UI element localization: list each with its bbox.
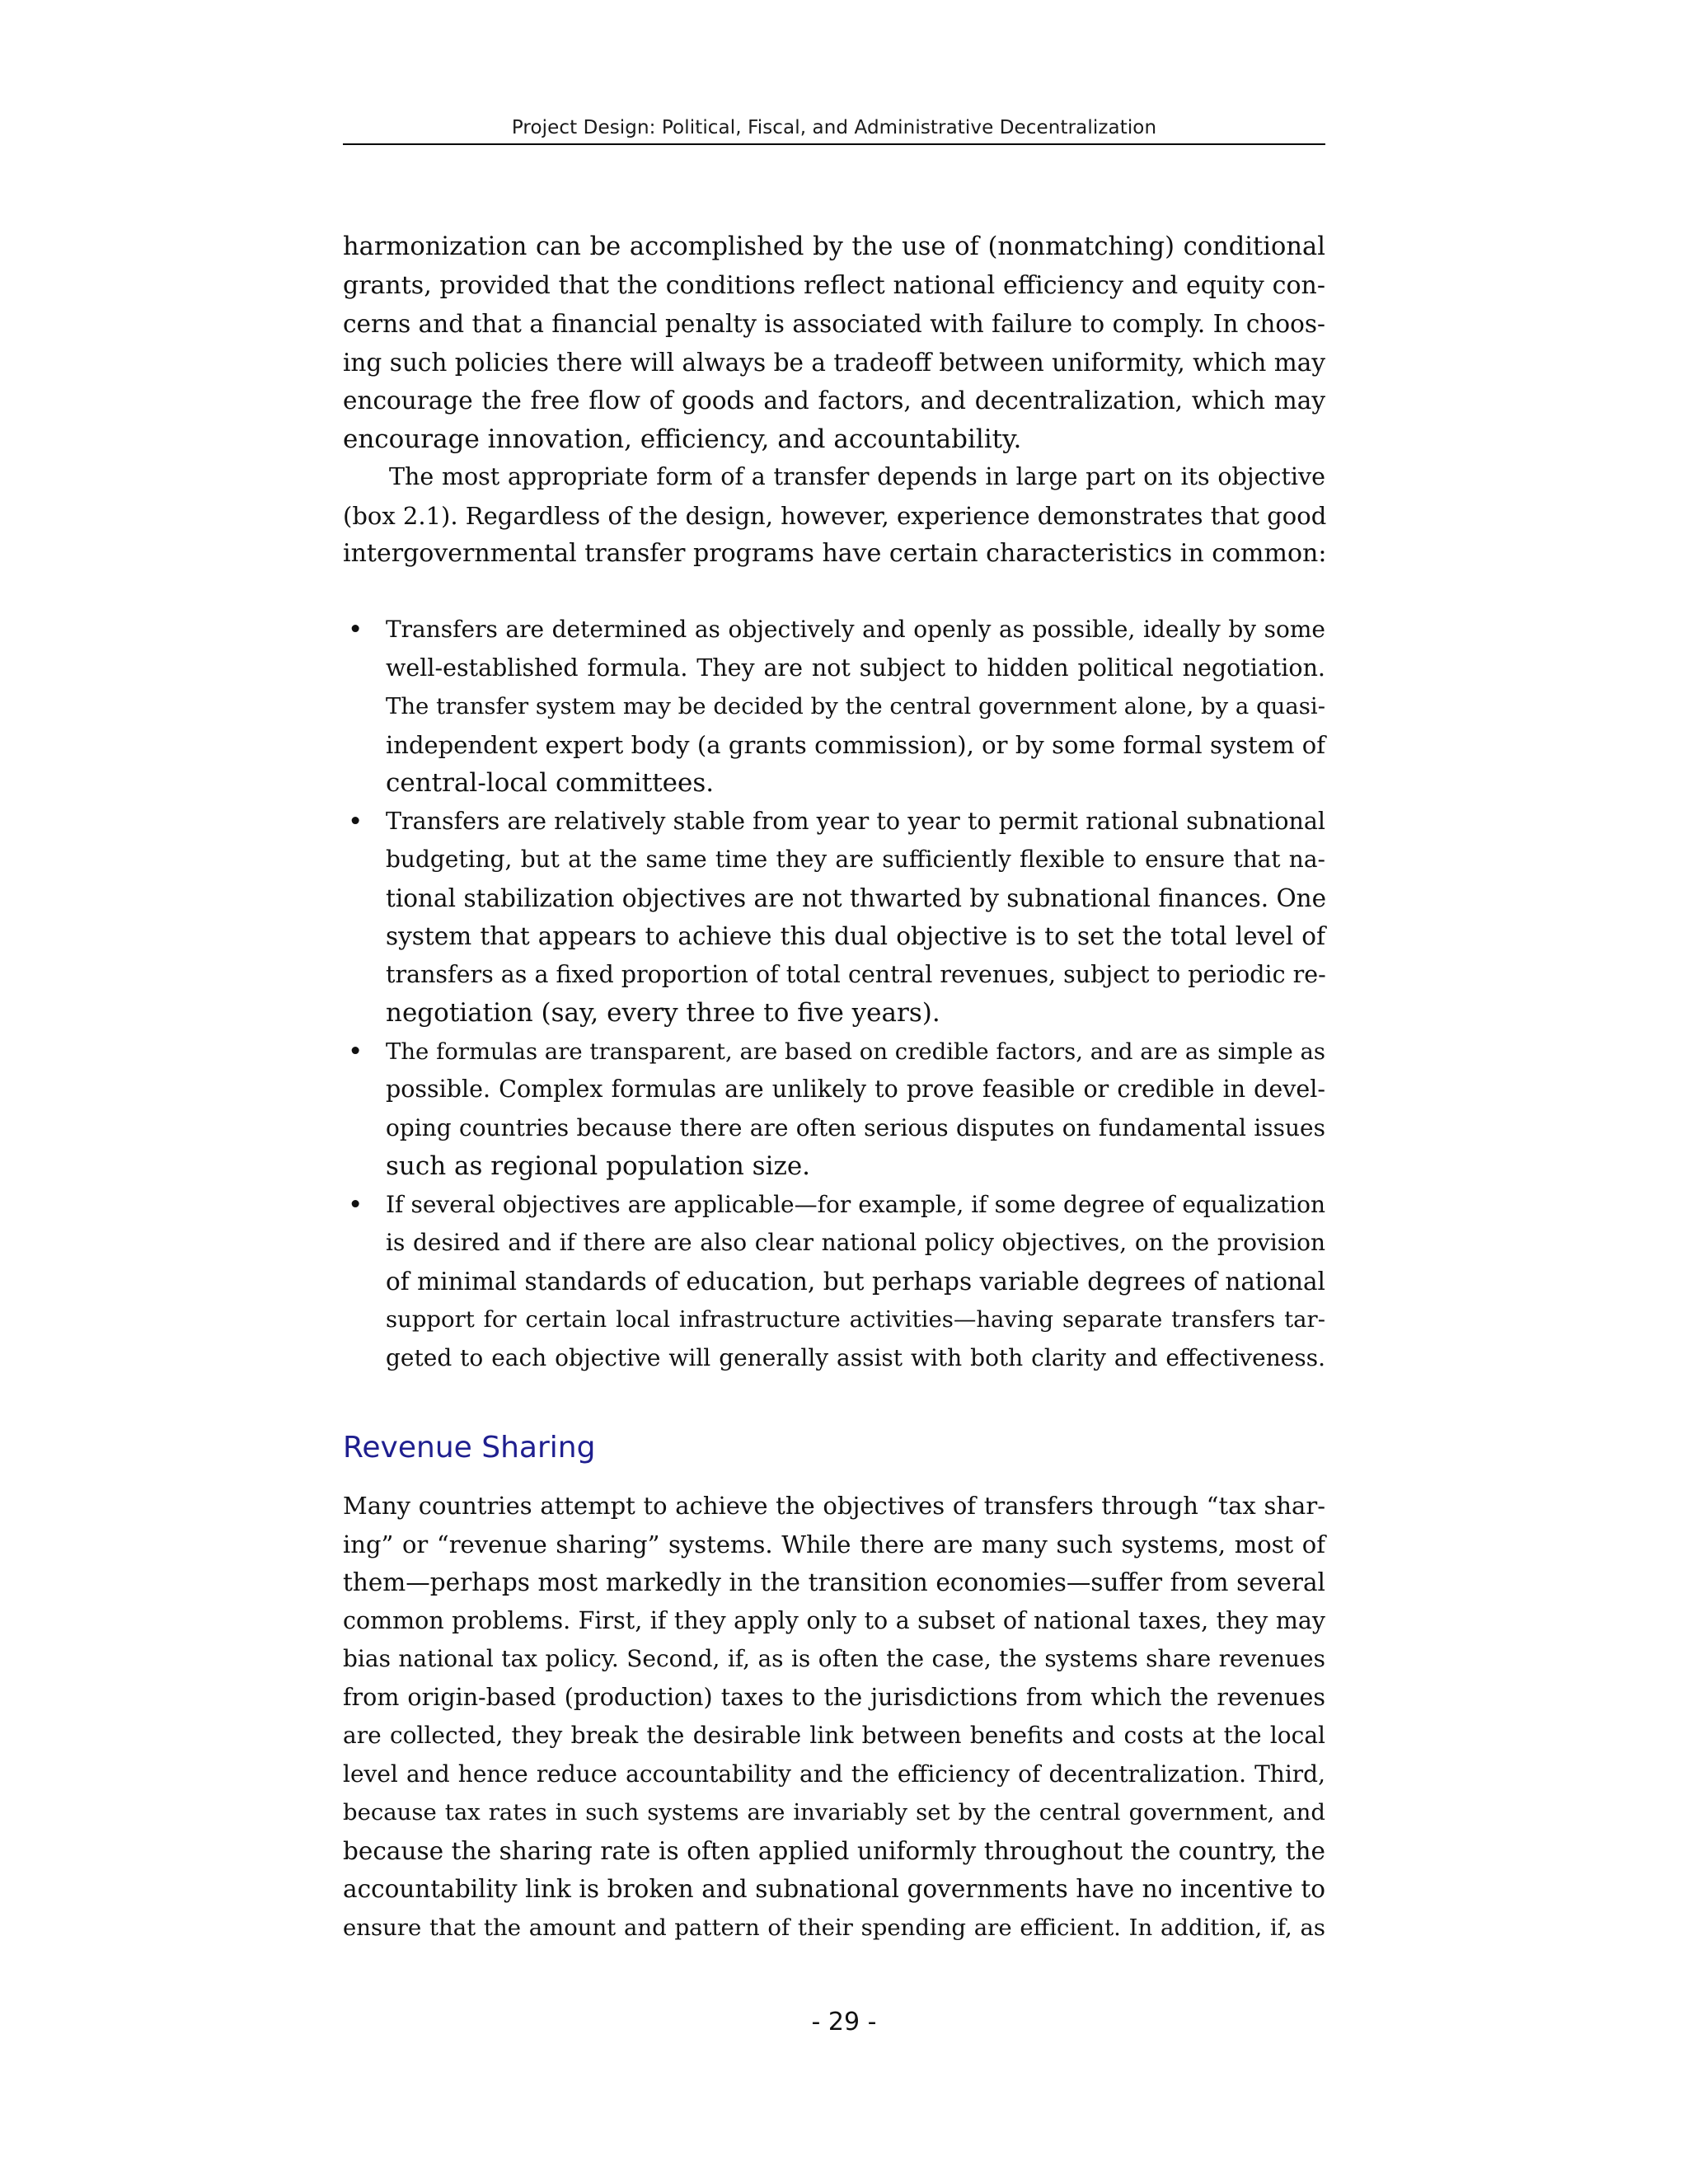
text-line: system that appears to achieve this dual objective is to set the total level of [386,922,1325,950]
paragraph-transfer-form [343,458,1325,574]
text-line: intergovernmental transfer programs have certain characteristics in common: [343,539,1327,568]
text-line: geted to each objective will generally assist with both clarity and effectiveness. [386,1343,1325,1371]
list-item [343,1186,1325,1378]
text-line: independent expert body (a grants commission), or by some formal system of [386,730,1325,759]
text-line: of minimal standards of education, but perhaps variable degrees of national [386,1267,1325,1296]
text-line: The formulas are transparent, are based on credible factors, and are as simple as [386,1038,1325,1065]
text-line: The transfer system may be decided by the central government alone, by a quasi- [386,693,1325,719]
text-line: such as regional population size. [386,1151,811,1181]
text-line: are collected, they break the desirable link between benefits and costs at the local [343,1722,1325,1749]
text-line: encourage innovation, efficiency, and accountability. [343,424,1022,454]
text-line: Transfers are determined as objectively and openly as possible, ideally by some [386,616,1325,643]
list-item [343,1033,1325,1186]
text-line: Transfers are relatively stable from year to year to permit rational subnational [386,807,1325,835]
text-line: grants, provided that the conditions reflect national efficiency and equity con- [343,270,1325,300]
text-line: them—perhaps most markedly in the transition economies—suffer from several [343,1568,1325,1596]
list-item [343,611,1325,803]
text-line: common problems. First, if they apply only to a subset of national taxes, they may [343,1606,1325,1634]
bullet-icon: • [348,806,363,837]
text-line: support for certain local infrastructure activities—having separate transfers tar- [386,1306,1325,1333]
text-line: is desired and if there are also clear national policy objectives, on the provision [386,1229,1325,1256]
bullet-icon: • [348,615,363,644]
text-line: ing” or “revenue sharing” systems. While there are many such systems, most of [343,1530,1325,1558]
text-line: possible. Complex formulas are unlikely to prove feasible or credible in devel- [386,1076,1325,1103]
paragraph-revenue-sharing [343,1487,1325,1947]
text-line: because tax rates in such systems are invariably set by the central government, and [343,1799,1325,1825]
list-item [343,803,1325,1033]
text-line: central-local committees. [386,768,715,798]
text-line: accountability link is broken and subnational governments have no incentive to [343,1875,1325,1903]
text-line: harmonization can be accomplished by the use of (nonmatching) conditional [343,232,1325,261]
text-line: transfers as a fixed proportion of total central revenues, subject to periodic re- [386,960,1326,988]
text-line: level and hence reduce accountability and the efficiency of decentralization. Third, [343,1760,1325,1788]
text-line: oping countries because there are often serious disputes on fundamental issues [386,1113,1325,1141]
section-heading: Revenue Sharing [343,1431,596,1465]
text-line: Many countries attempt to achieve the objectives of transfers through “tax shar- [343,1492,1325,1520]
text-line: ing such policies there will always be a tradeoff between uniformity, which may [343,348,1325,377]
running-head: Project Design: Political, Fiscal, and Administrative Decentralization [343,112,1325,145]
text-line: tional stabilization objectives are not thwarted by subnational finances. One [386,883,1327,912]
text-line: because the sharing rate is often applied uniformly throughout the country, the [343,1836,1325,1865]
text-line: cerns and that a financial penalty is associated with failure to comply. In choos- [343,310,1325,338]
characteristics-list [343,611,1325,1377]
text-line: The most appropriate form of a transfer depends in large part on its objective [389,463,1325,490]
text-line: budgeting, but at the same time they are sufficiently flexible to ensure that na- [386,846,1325,873]
text-line: If several objectives are applicable—for example, if some degree of equalization [386,1190,1325,1218]
text-line: (box 2.1). Regardless of the design, however, experience demonstrates that good [343,501,1327,530]
page-number: - 29 - [811,2008,877,2036]
text-line: encourage the free flow of goods and factors, and decentralization, which may [343,387,1325,415]
text-line: negotiation (say, every three to five years). [386,998,940,1028]
paragraph-harmonization [343,228,1325,458]
bullet-icon: • [348,1189,363,1220]
text-line: bias national tax policy. Second, if, as is often the case, the systems share revenues [343,1645,1325,1672]
bullet-icon: • [348,1036,363,1066]
text-line: ensure that the amount and pattern of their spending are efficient. In addition, if, as [343,1914,1325,1941]
text-line: from origin-based (production) taxes to the jurisdictions from which the revenues [343,1683,1325,1711]
text-line: well-established formula. They are not subject to hidden political negotiation. [386,654,1325,682]
